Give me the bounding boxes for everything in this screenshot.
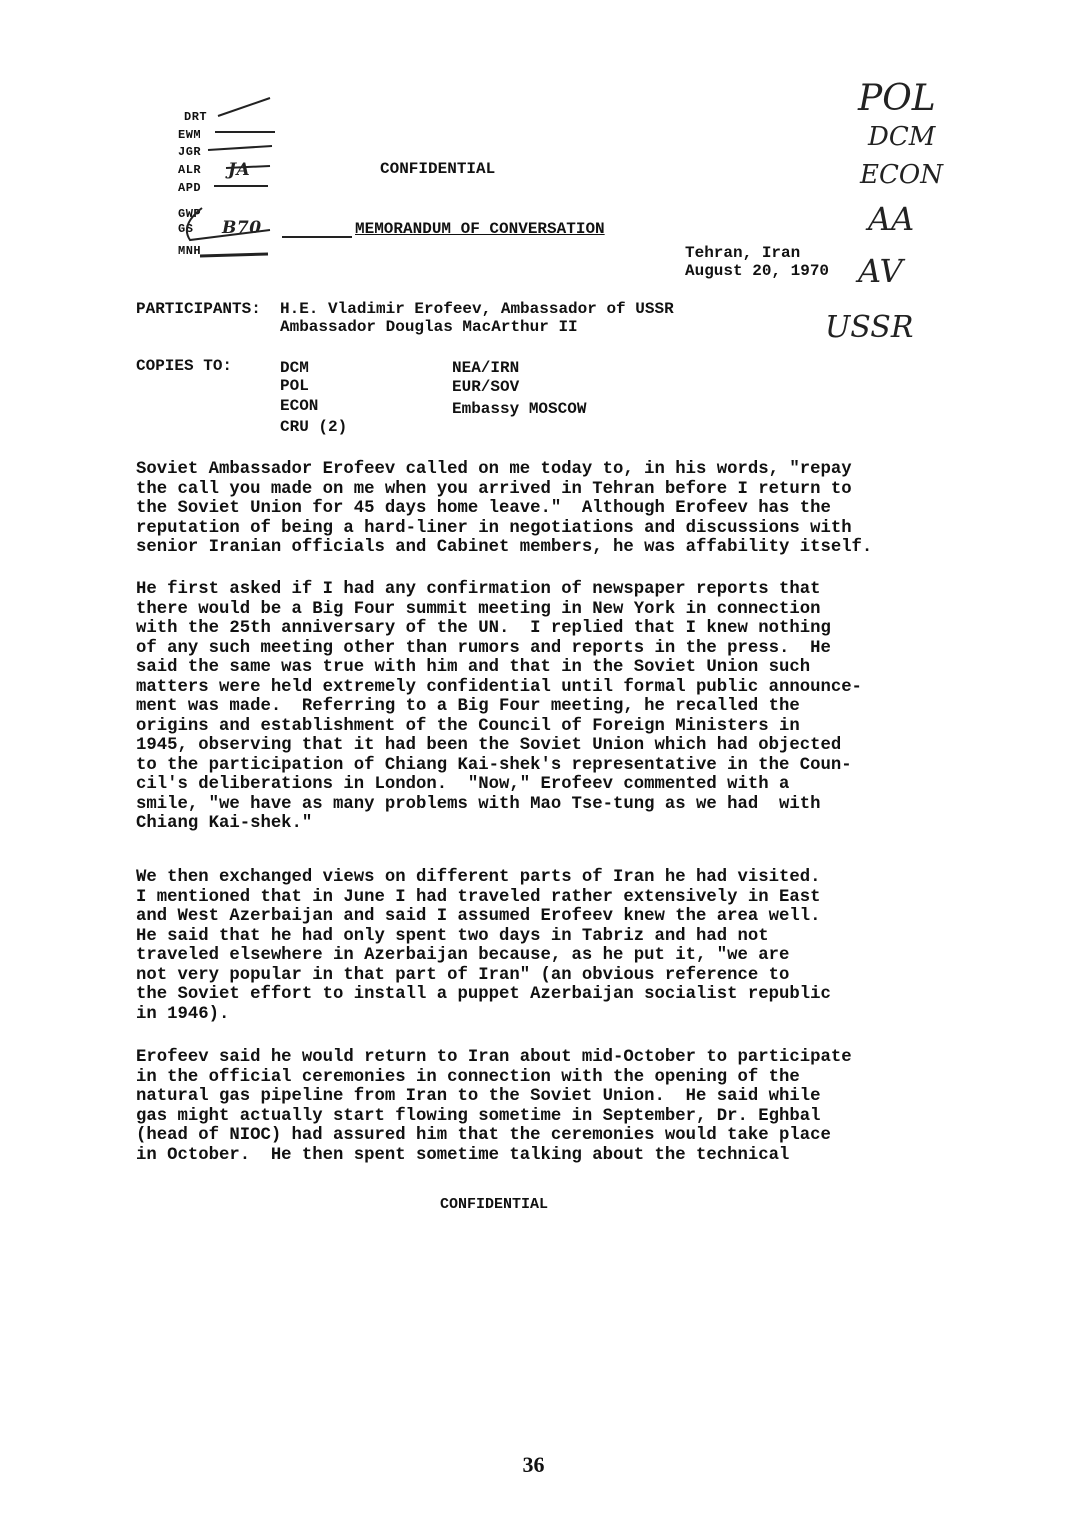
memo-date: August 20, 1970 — [685, 262, 830, 280]
copies-recipient: POL — [280, 377, 309, 395]
marginalia-note: POL — [858, 78, 936, 119]
body-paragraph — [136, 580, 926, 834]
paragraph-line: of any such meeting other than rumors and reports in the press. He — [136, 638, 831, 658]
paragraph-line: smile, "we have as many problems with Mao Tse-tung as we had with — [136, 794, 821, 814]
paragraph-line: natural gas pipeline from Iran to the Soviet Union. He said while — [136, 1087, 821, 1106]
routing-item: JGR — [178, 145, 202, 159]
participant-line: Ambassador Douglas MacArthur II — [280, 318, 578, 336]
participants-label: PARTICIPANTS: — [136, 300, 261, 318]
paragraph-line: He said that he had only spent two days in Tabriz and had not — [136, 926, 769, 946]
page-number: 36 — [522, 1452, 545, 1477]
marginalia-note: DCM — [868, 122, 936, 152]
routing-check-marks — [160, 90, 280, 270]
marginalia-note: USSR — [825, 310, 914, 345]
paragraph-line: reputation of being a hard-liner in negotiations and discussions with — [136, 518, 852, 538]
paragraph-line: senior Iranian officials and Cabinet members, he was affability itself. — [136, 538, 873, 557]
marginalia-note: AV — [858, 252, 903, 290]
paragraph-line: He first asked if I had any confirmation of newspaper reports that — [136, 580, 821, 599]
paragraph-line: not very popular in that part of Iran" (an obvious reference to — [136, 965, 790, 985]
classification-top: CONFIDENTIAL — [380, 160, 496, 178]
paragraph-line: matters were held extremely confidential until formal public announce- — [136, 677, 862, 697]
paragraph-line: and West Azerbaijan and said I assumed Erofeev knew the area well. — [136, 907, 821, 926]
paragraph-line: traveled elsewhere in Azerbaijan because, as he put it, "we are — [136, 946, 790, 965]
paragraph-line: I mentioned that in June I had traveled rather extensively in East — [136, 887, 821, 907]
paragraph-line: with the 25th anniversary of the UN. I replied that I knew nothing — [136, 619, 831, 638]
paragraph-line: in October. He then spent sometime talking about the technical — [136, 1145, 790, 1165]
paragraph-line: the call you made on me when you arrived in Tehran before I return to — [136, 479, 852, 499]
copies-recipient: EUR/SOV — [452, 378, 520, 396]
paragraph-line: gas might actually start flowing sometime in September, Dr. Eghbal — [136, 1106, 821, 1126]
body-paragraph — [136, 868, 926, 1024]
paragraph-line: said the same was true with him and that in the Soviet Union such — [136, 658, 811, 677]
routing-initial: B70 — [222, 218, 262, 238]
paragraph-line: in the official ceremonies in connection with the opening of the — [136, 1067, 800, 1087]
classification-bottom: CONFIDENTIAL — [440, 1196, 549, 1213]
paragraph-line: Erofeev said he would return to Iran about mid-October to participate — [136, 1048, 852, 1067]
paragraph-line: in 1946). — [136, 1004, 230, 1024]
paragraph-line: (head of NIOC) had assured him that the ceremonies would take place — [136, 1126, 831, 1145]
paragraph-line: origins and establishment of the Council of Foreign Ministers in — [136, 716, 800, 736]
paragraph-line: cil's deliberations in London. "Now," Erofeev commented with a — [136, 775, 790, 794]
body-paragraph — [136, 1048, 926, 1165]
participant-line: H.E. Vladimir Erofeev, Ambassador of USSR — [280, 300, 674, 318]
paragraph-line: the Soviet Union for 45 days home leave." Although Erofeev has the — [136, 499, 831, 518]
title-rule — [282, 236, 352, 238]
routing-item: APD — [178, 181, 202, 195]
copies-recipient: CRU (2) — [280, 418, 348, 436]
routing-item: EWM — [178, 128, 202, 142]
copies-recipient: NEA/IRN — [452, 359, 520, 377]
paragraph-line: Soviet Ambassador Erofeev called on me today to, in his words, "repay — [136, 460, 852, 479]
paragraph-line: to the participation of Chiang Kai-shek's representative in the Coun- — [136, 755, 852, 775]
marginalia-note: ECON — [860, 160, 943, 190]
routing-initial: JA — [228, 160, 251, 180]
paragraph-line: 1945, observing that it had been the Soviet Union which had objected — [136, 736, 842, 755]
paragraph-line: We then exchanged views on different parts of Iran he had visited. — [136, 868, 821, 887]
routing-item: MNH — [178, 244, 202, 258]
copies-recipient: DCM — [280, 359, 309, 377]
copies-recipient: ECON — [280, 397, 319, 415]
routing-item: DRT — [184, 110, 208, 124]
memo-title: MEMORANDUM OF CONVERSATION — [355, 220, 605, 238]
marginalia-note: AA — [868, 200, 915, 238]
paragraph-line: the Soviet effort to install a puppet Azerbaijan socialist republic — [136, 985, 831, 1004]
paragraph-line: ment was made. Referring to a Big Four meeting, he recalled the — [136, 697, 800, 716]
routing-item: ALR — [178, 163, 202, 177]
body-paragraph — [136, 460, 926, 558]
copies-recipient: Embassy MOSCOW — [452, 400, 587, 418]
paragraph-line: there would be a Big Four summit meeting in New York in connection — [136, 599, 821, 619]
routing-item: GS — [178, 222, 194, 236]
paragraph-line: Chiang Kai-shek." — [136, 814, 313, 833]
place: Tehran, Iran — [685, 244, 801, 262]
routing-item: GWP — [178, 207, 202, 221]
copies-label: COPIES TO: — [136, 357, 233, 375]
